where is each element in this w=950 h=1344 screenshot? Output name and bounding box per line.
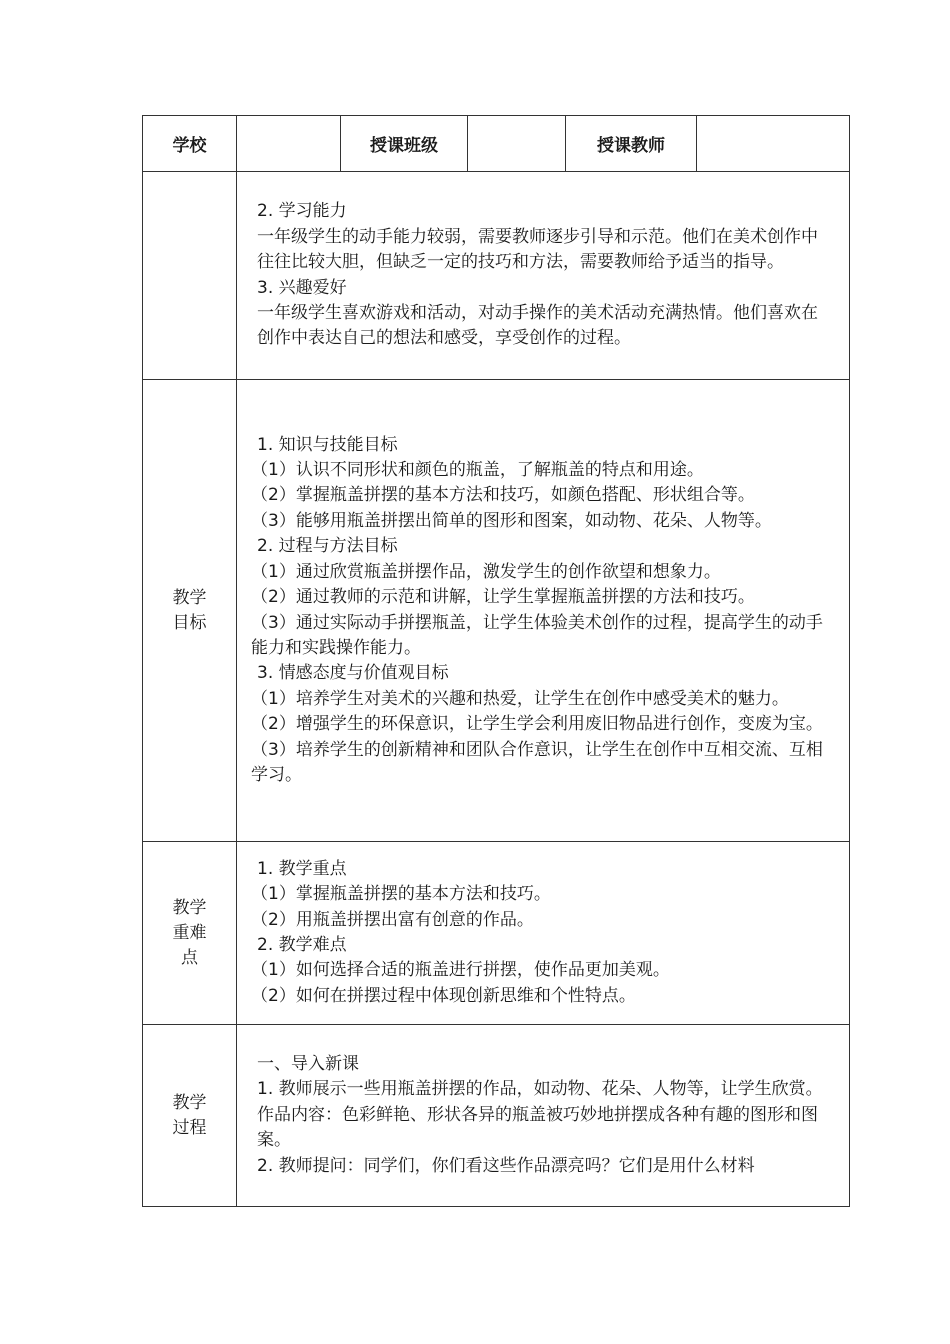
objectives-item: （2）通过教师的示范和讲解，让学生掌握瓶盖拼摆的方法和技巧。 xyxy=(251,587,755,608)
header-row xyxy=(143,116,850,172)
school-value xyxy=(237,116,341,172)
objectives-heading: 1. 知识与技能目标 xyxy=(257,434,398,455)
analysis-line: 一年级学生喜欢游戏和活动，对动手操作的美术活动充满热情。他们喜欢在创作中表达自己的想法和感受，享受创作的过程。 xyxy=(257,302,818,349)
keypoints-heading: 2. 教学难点 xyxy=(257,935,347,955)
keypoints-label xyxy=(143,842,237,1025)
objectives-item: （3）培养学生的创新精神和团队合作意识，让学生在创作中互相交流、互相学习。 xyxy=(251,739,823,785)
objectives-label xyxy=(143,380,237,842)
analysis-row xyxy=(143,172,850,380)
keypoints-heading: 1. 教学重点 xyxy=(257,858,347,879)
analysis-line: 一年级学生的动手能力较弱，需要教师逐步引导和示范。他们在美术创作中往往比较大胆，但缺乏一定的技巧和方法，需要教师给予适当的指导。 xyxy=(257,226,818,273)
process-line: 作品内容：色彩鲜艳、形状各异的瓶盖被巧妙地拼摆成各种有趣的图形和图案。 xyxy=(257,1104,818,1151)
teacher-label: 授课教师 xyxy=(566,116,697,172)
objectives-label-line: 教学 xyxy=(172,587,207,608)
analysis-label xyxy=(143,172,237,380)
objectives-label-line: 目标 xyxy=(172,612,207,633)
keypoints-label-line: 教学 xyxy=(172,897,207,918)
process-line: 一、导入新课 xyxy=(257,1053,359,1074)
analysis-line: 2. 学习能力 xyxy=(257,201,347,222)
lesson-plan-table xyxy=(142,115,850,1207)
process-line: 2. 教师提问：同学们，你们看这些作品漂亮吗？它们是用什么材料 xyxy=(257,1155,755,1176)
objectives-heading: 3. 情感态度与价值观目标 xyxy=(257,663,449,684)
keypoints-label-line: 点 xyxy=(181,947,198,968)
school-label: 学校 xyxy=(143,116,237,172)
objectives-heading: 2. 过程与方法目标 xyxy=(257,536,398,557)
process-label-line: 教学 xyxy=(172,1092,207,1113)
keypoints-item: （2）如何在拼摆过程中体现创新思维和个性特点。 xyxy=(251,985,636,1006)
objectives-item: （1）认识不同形状和颜色的瓶盖，了解瓶盖的特点和用途。 xyxy=(251,460,704,481)
class-value xyxy=(468,116,566,172)
keypoints-row xyxy=(143,842,850,1025)
analysis-line: 3. 兴趣爱好 xyxy=(257,277,347,298)
process-row xyxy=(143,1025,850,1207)
objectives-item: （2）增强学生的环保意识，让学生学会利用废旧物品进行创作，变废为宝。 xyxy=(251,714,823,735)
keypoints-item: （1）掌握瓶盖拼摆的基本方法和技巧。 xyxy=(251,884,551,905)
process-content xyxy=(237,1025,850,1207)
keypoints-item: （2）用瓶盖拼摆出富有创意的作品。 xyxy=(251,909,534,930)
teacher-value xyxy=(697,116,850,172)
objectives-item: （3）能够用瓶盖拼摆出简单的图形和图案，如动物、花朵、人物等。 xyxy=(251,510,772,531)
analysis-content xyxy=(237,172,850,380)
objectives-item: （1）培养学生对美术的兴趣和热爱，让学生在创作中感受美术的魅力。 xyxy=(251,688,789,709)
objectives-item: （3）通过实际动手拼摆瓶盖，让学生体验美术创作的过程，提高学生的动手能力和实践操作能力。 xyxy=(251,612,823,658)
process-line: 1. 教师展示一些用瓶盖拼摆的作品，如动物、花朵、人物等，让学生欣赏。 xyxy=(257,1079,823,1100)
objectives-content xyxy=(237,380,850,842)
objectives-item: （1）通过欣赏瓶盖拼摆作品，激发学生的创作欲望和想象力。 xyxy=(251,561,721,582)
process-label xyxy=(143,1025,237,1207)
objectives-item: （2）掌握瓶盖拼摆的基本方法和技巧，如颜色搭配、形状组合等。 xyxy=(251,485,755,506)
keypoints-content xyxy=(237,842,850,1025)
keypoints-item: （1）如何选择合适的瓶盖进行拼摆，使作品更加美观。 xyxy=(251,960,670,981)
process-label-line: 过程 xyxy=(172,1117,207,1138)
keypoints-label-line: 重难 xyxy=(172,922,207,943)
class-label: 授课班级 xyxy=(341,116,468,172)
objectives-row xyxy=(143,380,850,842)
